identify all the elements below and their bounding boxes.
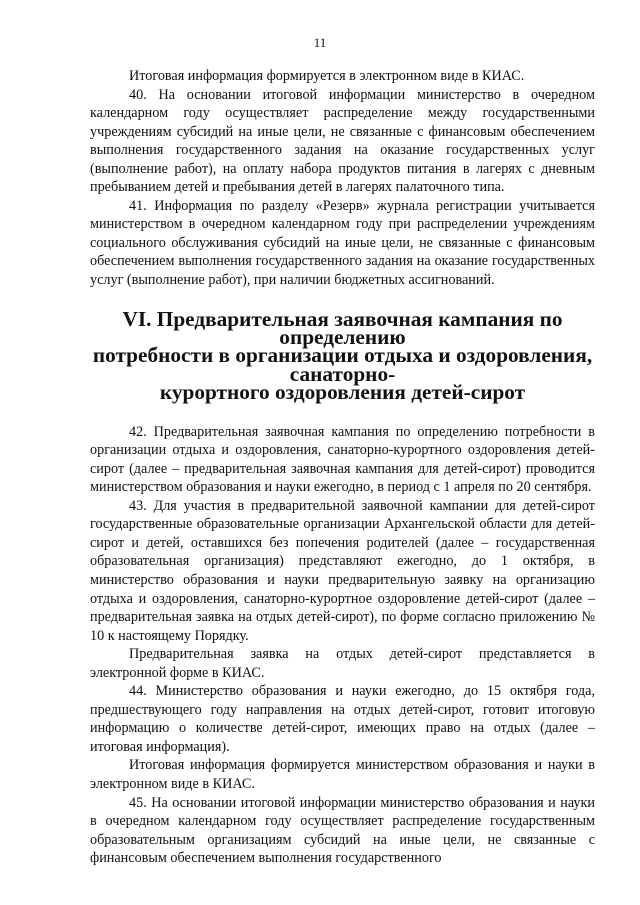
paragraph-42: 42. Предварительная заявочная кампания по определению потребности в организации отдыха и оздоровления, санаторно-курортного оздоровления детей-сирот (далее – предварительная заявочная кампания для детей-сирот) проводится министерством образования и науки ежегодно, в период с 1 апреля по 20 сентября. (90, 423, 595, 496)
section-heading-line: потребности в организации отдыха и оздоровления, санаторно- (92, 343, 593, 386)
paragraph: Предварительная заявка на отдых детей-сирот представляется в электронной форме в КИАС. (90, 646, 595, 681)
page-number: 11 (313, 35, 327, 50)
paragraph-43: 43. Для участия в предварительной заявочной кампании для детей-сирот государственные образовательные организации Архангельской области для детей-сирот и детей, оставшихся без попечения родителей (далее – государственная образовательная организация) представляют ежегодно, до 1 октября, в министерство образования и науки предварительную заявку на организацию отдыха и оздоровления, санаторно-курортное оздоровление детей-сирот (далее – предварительная заявка на отдых детей-сирот), по форме согласно приложению № 10 к настоящему Порядку. (90, 497, 595, 644)
section-heading-line: VI. Предварительная заявочная кампания по определению (122, 306, 563, 349)
paragraph-45: 45. На основании итоговой информации министерство образования и науки в очередном календарном году осуществляет распределение государственным образовательным организациям субсидий на иные цели, не связанные с финансовым обеспечением выполнения государственного (90, 794, 595, 867)
document-body (90, 67, 595, 868)
paragraph-44: 44. Министерство образования и науки ежегодно, до 15 октября года, предшествующего году направления на отдых детей-сирот, готовит итоговую информацию о количестве детей-сирот, имеющих право на отдых (далее – итоговая информация). (90, 683, 595, 755)
paragraph: Итоговая информация формируется в электронном виде в КИАС. (129, 68, 525, 84)
paragraph-41: 41. Информация по разделу «Резерв» журнала регистрации учитывается министерством в очередном календарном году при распределении учреждениям социального обслуживания субсидий на иные цели, не связанные с финансовым обеспечением выполнения государственного задания на оказание государственных услуг (выполнение работ), при наличии бюджетных ассигнований. (90, 197, 595, 289)
paragraph: Итоговая информация формируется министерством образования и науки в электронном виде в КИАС. (90, 757, 595, 792)
paragraph-40: 40. На основании итоговой информации министерство в очередном календарном году осуществляет распределение между государственными учреждениям субсидий на иные цели, не связанные с финансовым обеспечением выполнения государственного задания на оказание государственных услуг (выполнение работ), на оплату набора продуктов питания в лагерях с дневным пребыванием детей и пребывания детей в лагерях палаточного типа. (90, 86, 595, 196)
section-heading (90, 306, 595, 405)
section-heading-line: курортного оздоровления детей-сирот (159, 380, 526, 405)
